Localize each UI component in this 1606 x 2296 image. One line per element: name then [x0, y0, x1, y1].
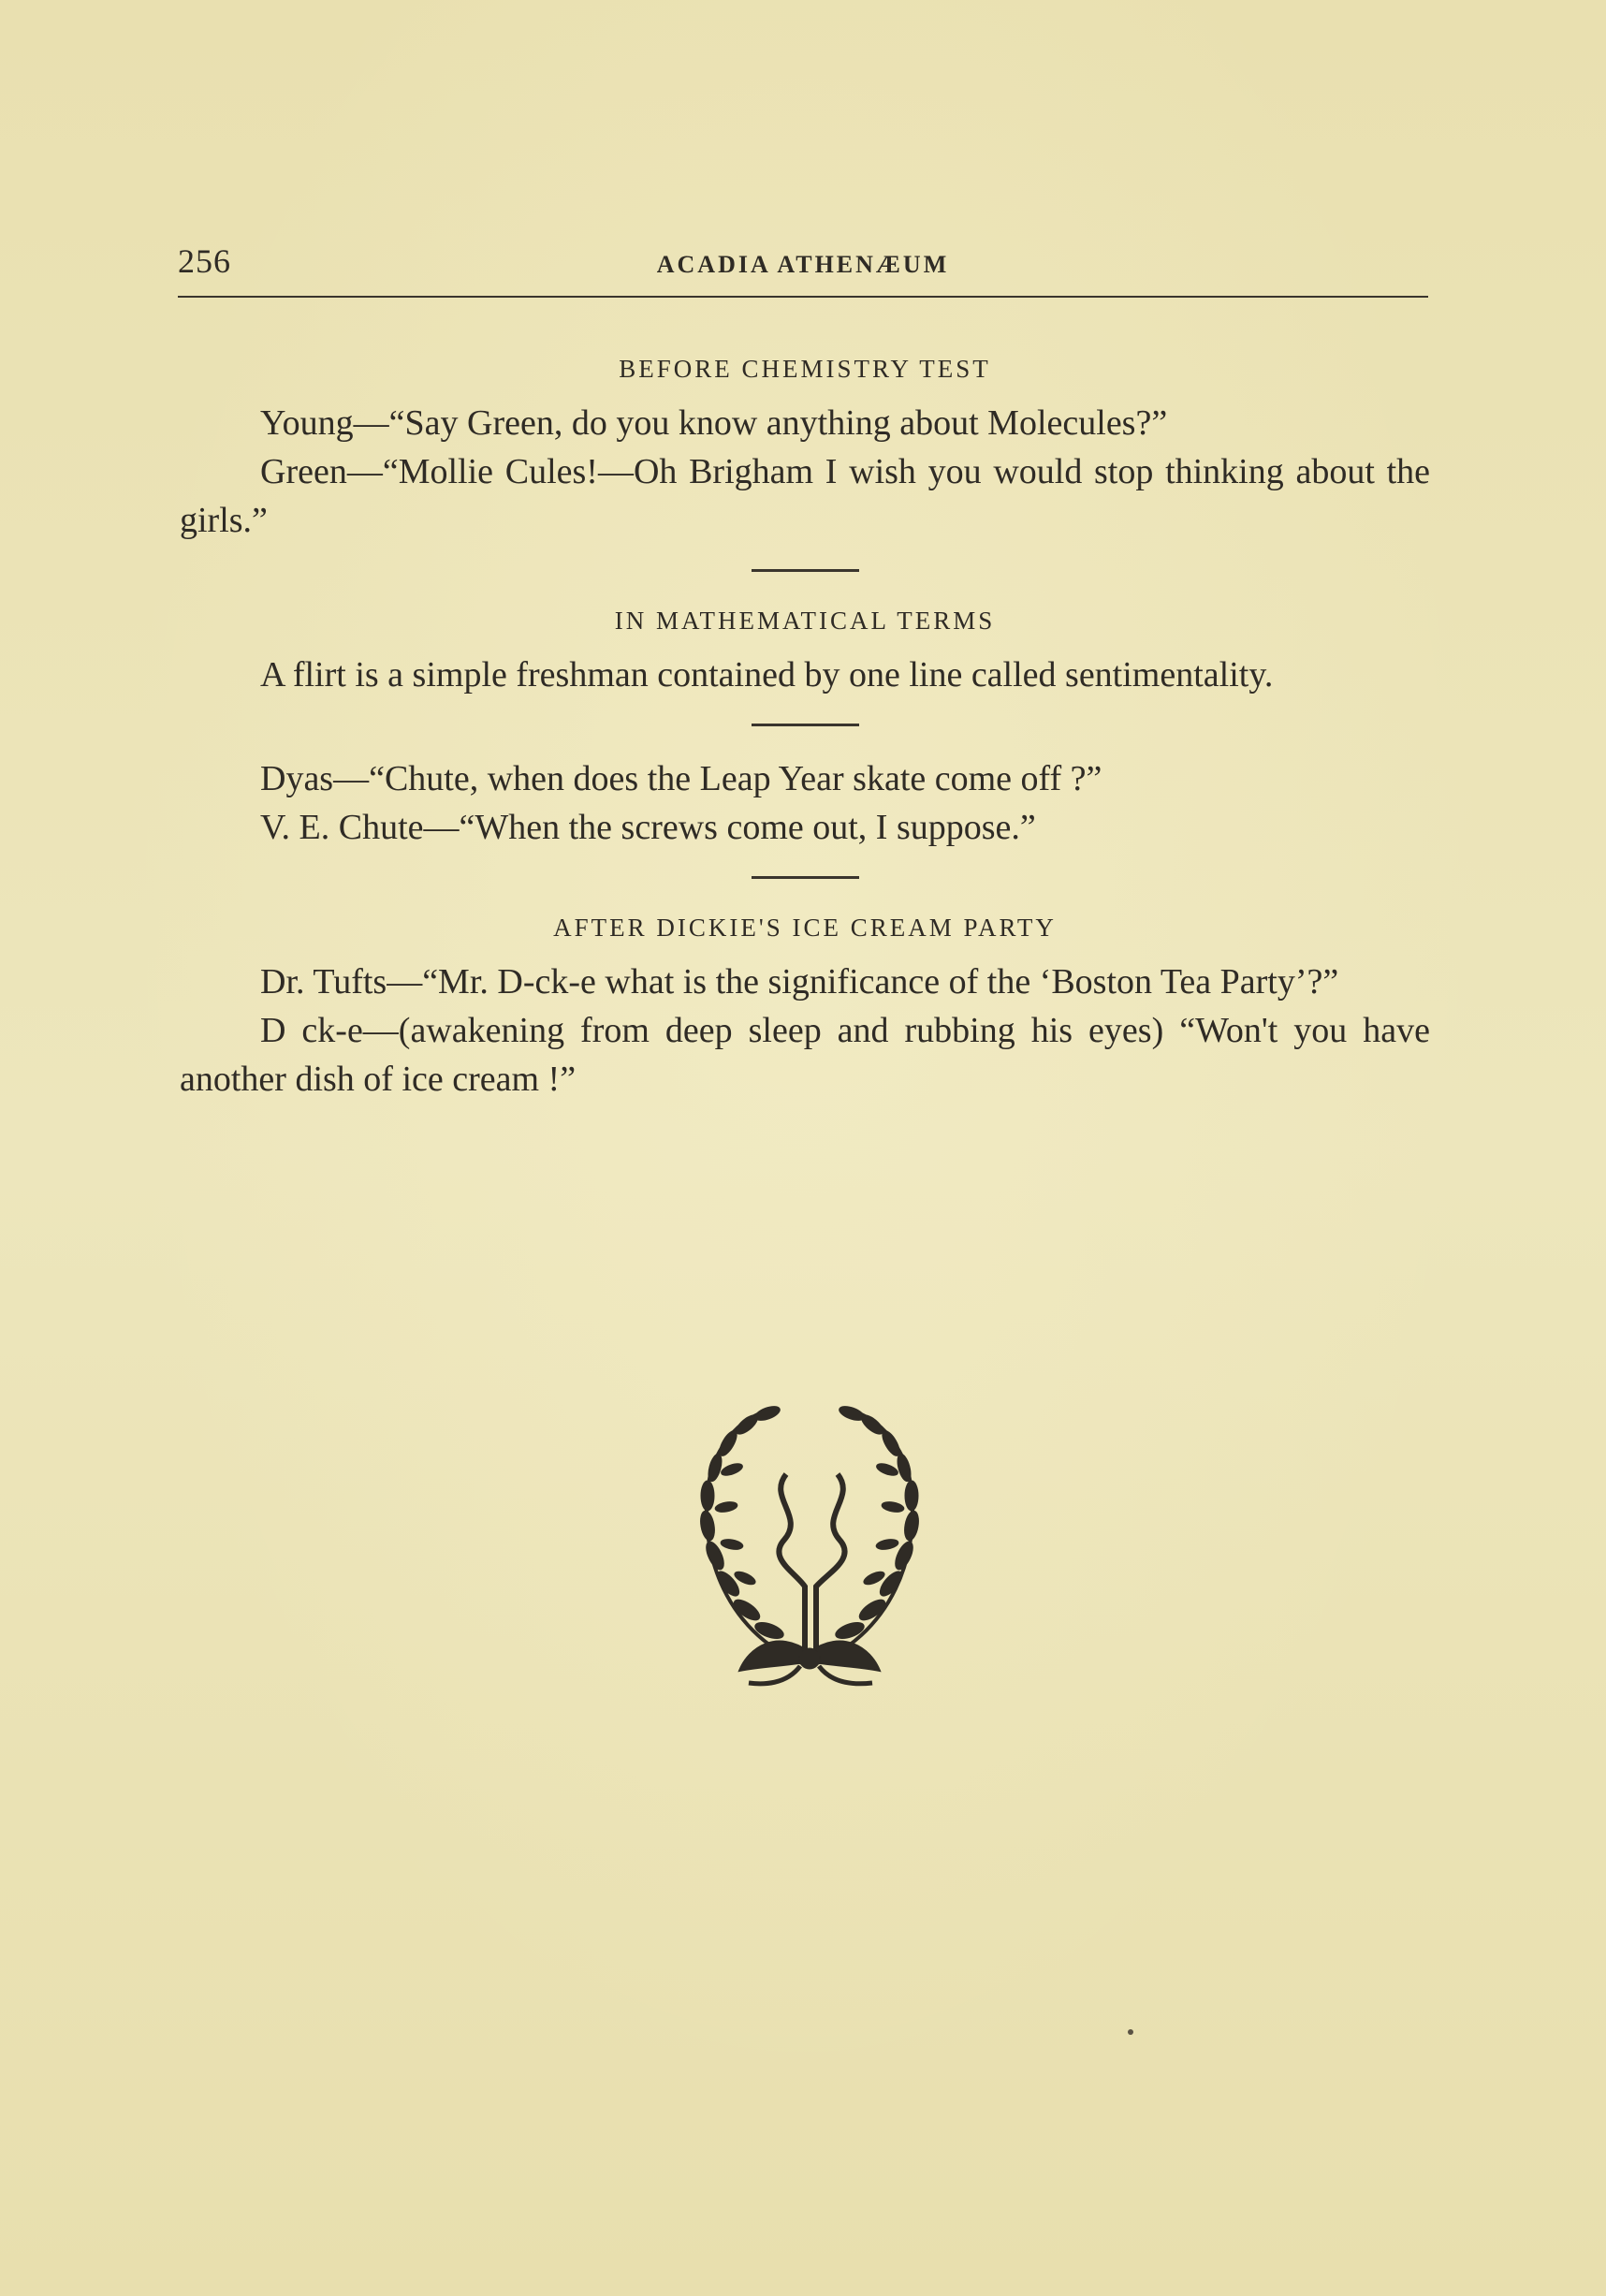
- section-divider: [752, 569, 859, 572]
- section-divider: [752, 724, 859, 726]
- chemistry-line-1: Young—“Say Green, do you know anything about Molecules?”: [260, 403, 1168, 443]
- page-content: [180, 348, 1430, 1104]
- paper-speck: [1128, 2029, 1133, 2035]
- header-rule: [178, 296, 1428, 298]
- page-header: [178, 241, 1428, 288]
- section-divider: [752, 876, 859, 879]
- section-title-ice-cream: AFTER DICKIE'S ICE CREAM PARTY: [553, 914, 1057, 942]
- mathematical-line-1: A flirt is a simple freshman contained by one line called sentimentality.: [260, 655, 1274, 695]
- laurel-wreath-emblem-icon: [674, 1385, 945, 1694]
- page-number: 256: [178, 242, 231, 280]
- ice-cream-line-1: Dr. Tufts—“Mr. D-ck-e what is the significance of the ‘Boston Tea Party’?”: [260, 962, 1339, 1002]
- ice-cream-line-2: D ck-e—(awakening from deep sleep and rubbing his eyes) “Won't you have another dish of ice cream !”: [180, 1011, 1430, 1099]
- leap-year-line-1: Dyas—“Chute, when does the Leap Year skate come off ?”: [260, 759, 1102, 798]
- chemistry-line-2: Green—“Mollie Cules!—Oh Brigham I wish you would stop thinking about the girls.”: [180, 452, 1430, 540]
- running-head: ACADIA ATHENÆUM: [656, 251, 950, 278]
- section-title-mathematical: IN MATHEMATICAL TERMS: [614, 607, 996, 635]
- leap-year-line-2: V. E. Chute—“When the screws come out, I suppose.”: [260, 808, 1036, 847]
- section-title-chemistry: BEFORE CHEMISTRY TEST: [619, 355, 991, 383]
